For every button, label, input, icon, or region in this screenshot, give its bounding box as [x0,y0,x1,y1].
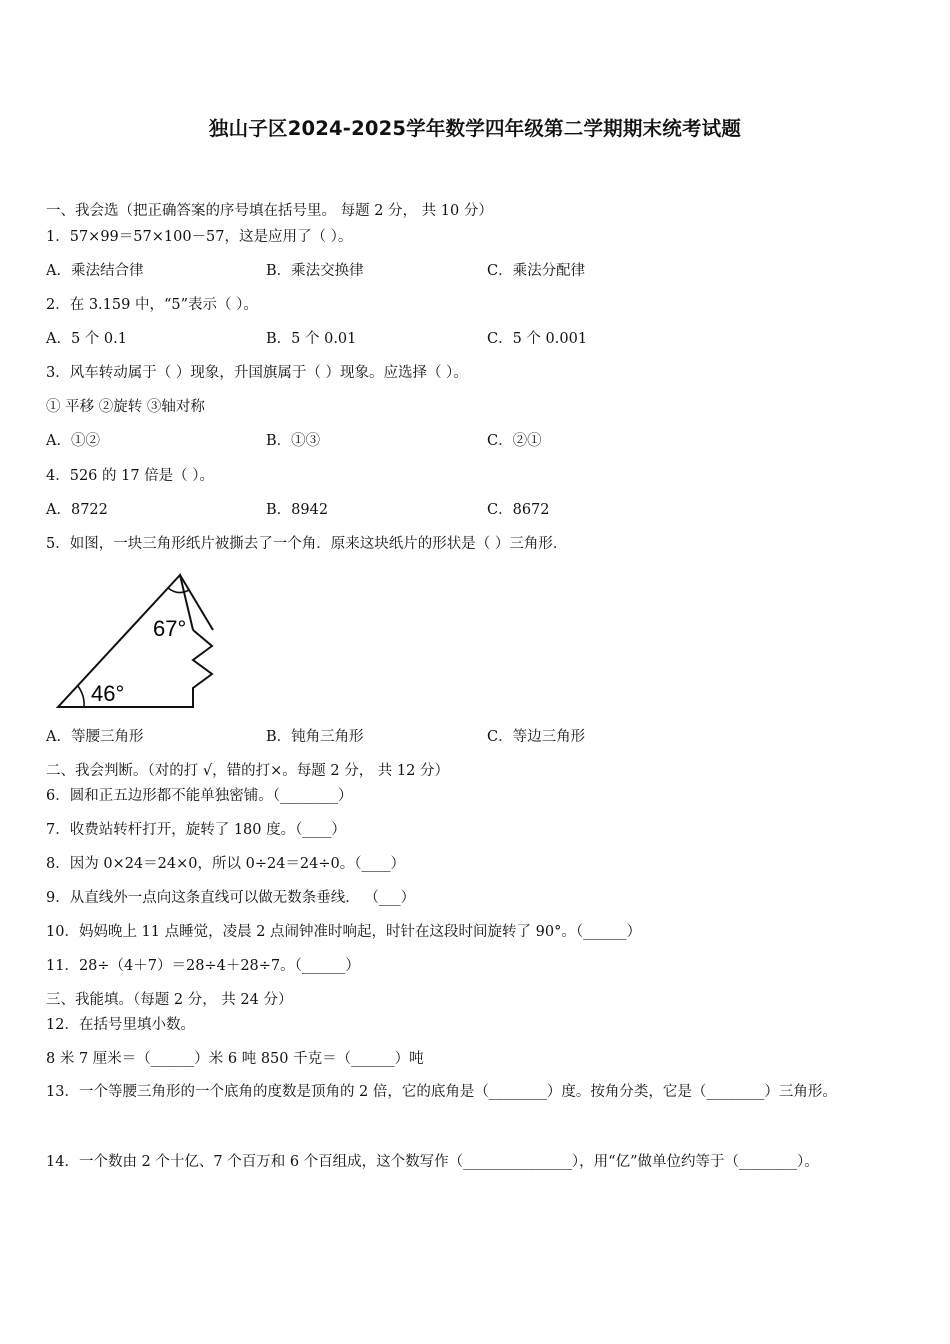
q4-option-a: A．8722 [46,502,108,518]
question-12-sub: 8 米 7 厘米＝（______）米 6 吨 850 千克＝（______）吨 [46,1051,424,1067]
question-4: 4．526 的 17 倍是（ ）。 [46,468,215,484]
angle-label-bottom: 46° [91,681,125,706]
question-1: 1．57×99＝57×100－57，这是应用了（ ）。 [46,229,353,245]
question-2: 2．在 3.159 中，“5”表示（ ）。 [46,297,258,313]
q5-option-c: C．等边三角形 [487,729,586,745]
question-5: 5．如图，一块三角形纸片被撕去了一个角．原来这块纸片的形状是（ ）三角形． [46,536,568,552]
question-10: 10．妈妈晚上 11 点睡觉，凌晨 2 点闹钟准时响起，时针在这段时间旋转了 90°。（______） [46,924,642,940]
q3-option-a: A．①② [46,433,100,449]
angle-label-top: 67° [153,616,187,641]
q3-option-c: C．②① [487,433,542,449]
question-3: 3．风车转动属于（ ）现象，升国旗属于（ ）现象。应选择（ ）。 [46,365,468,381]
q2-option-c: C．5 个 0.001 [487,331,588,347]
q1-option-b: B．乘法交换律 [266,263,364,279]
q2-option-a: A．5 个 0.1 [46,331,127,347]
section-1-header: 一、我会选（把正确答案的序号填在括号里。 每题 2 分， 共 10 分） [46,203,493,219]
angle-arc-bottom [78,686,84,707]
torn-triangle-svg [50,570,225,715]
q5-option-a: A．等腰三角形 [46,729,144,745]
question-8: 8．因为 0×24＝24×0，所以 0÷24＝24÷0。（____） [46,856,405,872]
q4-option-c: C．8672 [487,502,550,518]
question-11: 11．28÷（4＋7）＝28÷4＋28÷7。（______） [46,958,360,974]
q5-option-b: B．钝角三角形 [266,729,364,745]
section-3-header: 三、我能填。（每题 2 分， 共 24 分） [46,992,293,1008]
q3-option-b: B．①③ [266,433,321,449]
page-title: 独山子区2024-2025学年数学四年级第二学期期末统考试题 [208,117,742,140]
section-2-header: 二、我会判断。（对的打 √，错的打×。每题 2 分， 共 12 分） [46,763,449,779]
question-6: 6．圆和正五边形都不能单独密铺。（________） [46,788,353,804]
question-7: 7．收费站转杆打开，旋转了 180 度。（____） [46,822,346,838]
torn-triangle-figure [50,570,225,719]
q2-option-b: B．5 个 0.01 [266,331,357,347]
question-12: 12．在括号里填小数。 [46,1017,195,1033]
q1-option-c: C．乘法分配律 [487,263,586,279]
question-13: 13．一个等腰三角形的一个底角的度数是顶角的 2 倍，它的底角是（________）度。按角分类，它是（________）三角形。 [46,1084,837,1100]
q3-choices: ① 平移 ②旋转 ③轴对称 [46,399,205,415]
triangle-outline [58,575,212,707]
angle-arc-top [168,588,189,593]
q4-option-b: B．8942 [266,502,329,518]
q1-option-a: A．乘法结合律 [46,263,144,279]
question-9: 9．从直线外一点向这条直线可以做无数条垂线． （___） [46,890,416,906]
question-14: 14．一个数由 2 个十亿、7 个百万和 6 个百组成，这个数写作（_______________），用“亿”做单位约等于（________）。 [46,1154,819,1170]
